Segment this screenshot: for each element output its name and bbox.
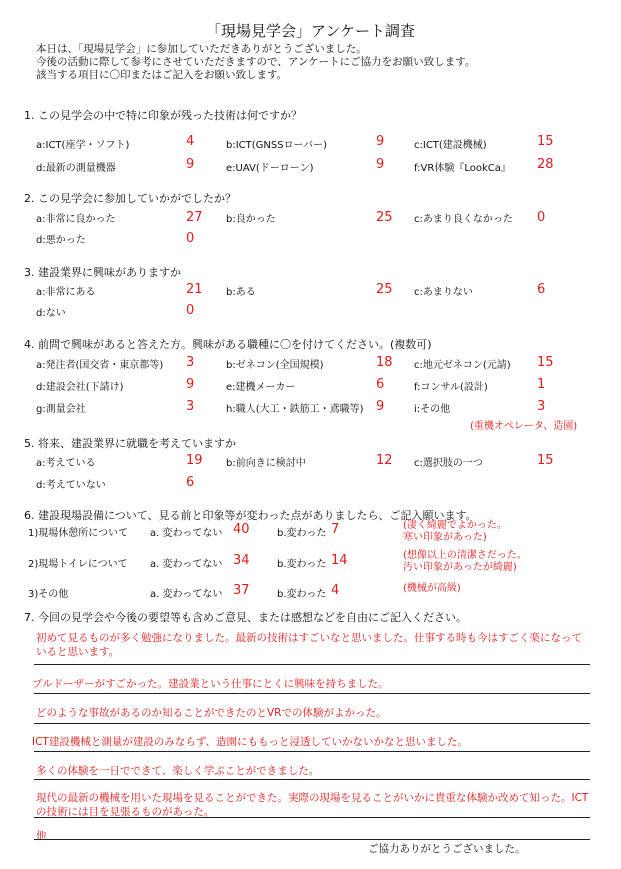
thanks-message: ご協力ありがとうございました。 bbox=[368, 843, 526, 855]
q1-option-e: e:UAV(ドーローン) bbox=[226, 163, 314, 174]
comment-7: 他 bbox=[36, 830, 47, 842]
question-1: 1. この見学会の中で特に印象が残った技術は何ですか？ bbox=[24, 109, 302, 122]
comment-2: ブルドーザーがすごかった。建設業という仕事にとくに興味を持ちました。 bbox=[32, 678, 389, 690]
q4-count-c: 15 bbox=[537, 355, 554, 370]
q6-rest-area-unchanged-count: 40 bbox=[233, 522, 250, 537]
q6-other-changed: b.変わった bbox=[277, 589, 327, 600]
comment-4: ICT建設機械と測量が建設のみならず、造園にももっと浸透していかないかなと思いました。 bbox=[32, 736, 469, 748]
intro-text: 本日は、「現場見学会」に参加していただきありがとうございました。 今後の活動に際して参考にさせていただきますので、アンケートにご協力をお願い致します。 該当する項目に〇印またはご記入をお願い致します。 bbox=[36, 43, 476, 81]
q4-option-e: e:建機メーカー bbox=[226, 382, 296, 393]
q2-option-b: b:良かった bbox=[226, 214, 276, 225]
comment-line bbox=[34, 779, 590, 780]
q4-count-e: 6 bbox=[376, 377, 385, 392]
q3-count-a: 21 bbox=[186, 282, 203, 297]
q3-count-c: 6 bbox=[537, 282, 546, 297]
q1-option-d: d:最新の測量機器 bbox=[36, 163, 116, 174]
q6-item-toilet: 2)現場トイレについて bbox=[28, 559, 128, 570]
q2-option-d: d:悪かった bbox=[36, 235, 86, 246]
q4-other-note: (重機オペレータ、造園) bbox=[470, 421, 578, 432]
question-4: 4. 前問で興味があると答えた方。興味がある職種に〇を付けてください。(複数可) bbox=[24, 338, 432, 351]
comment-line bbox=[34, 664, 590, 665]
q2-count-a: 27 bbox=[186, 210, 203, 225]
q6-rest-area-changed-count: 7 bbox=[331, 522, 340, 537]
q3-option-d: d:ない bbox=[36, 308, 66, 319]
q2-count-d: 0 bbox=[186, 231, 195, 246]
q6-other-unchanged: a. 変わってない bbox=[150, 589, 223, 600]
q6-other-changed-count: 4 bbox=[331, 583, 340, 598]
comment-1: 初めて見るものが多く勉強になりました。最新の技術はすごいなと思いました。仕事する時も今はすごく楽になっていると思います。 bbox=[36, 632, 582, 658]
q2-count-b: 25 bbox=[376, 210, 393, 225]
q4-count-d: 9 bbox=[186, 377, 195, 392]
survey-title: 「現場見学会」アンケート調査 bbox=[205, 22, 416, 40]
q5-count-d: 6 bbox=[186, 475, 195, 490]
q2-count-c: 0 bbox=[537, 210, 546, 225]
q1-option-c: c:ICT(建設機械) bbox=[414, 140, 487, 151]
comment-line bbox=[34, 817, 590, 818]
q6-item-rest-area: 1)現場休憩所について bbox=[28, 528, 129, 539]
q6-item-other: 3)その他 bbox=[28, 589, 69, 600]
comment-line bbox=[34, 751, 590, 752]
comment-line bbox=[34, 723, 590, 724]
q3-option-b: b:ある bbox=[226, 287, 256, 298]
question-7: 7. 今回の見学会や今後の要望等も含めご意見、または感想などを自由にご記入ください。 bbox=[24, 611, 467, 624]
q1-count-e: 9 bbox=[376, 157, 385, 172]
q2-option-a: a:非常に良かった bbox=[36, 214, 116, 225]
q5-option-d: d:考えていない bbox=[36, 480, 106, 491]
question-5: 5. 将来、建設業界に就職を考えていますか bbox=[24, 437, 236, 450]
comment-line bbox=[34, 693, 590, 694]
q4-option-b: b:ゼネコン(全国規模) bbox=[226, 360, 324, 371]
question-3: 3. 建設業界に興味がありますか bbox=[24, 266, 181, 279]
q3-count-b: 25 bbox=[376, 282, 393, 297]
q6-toilet-changed: b.変わった bbox=[277, 559, 327, 570]
q6-rest-area-note: (凄く綺麗でよかった。 寒い印象があった) bbox=[403, 520, 507, 543]
q6-toilet-unchanged: a. 変わってない bbox=[150, 559, 223, 570]
q1-option-b: b:ICT(GNSSローバー) bbox=[226, 140, 327, 151]
q2-option-c: c:あまり良くなかった bbox=[414, 214, 513, 225]
q1-count-c: 15 bbox=[537, 134, 554, 149]
q1-option-a: a:ICT(座学・ソフト) bbox=[36, 140, 130, 151]
q4-option-d: d:建設会社(下請け) bbox=[36, 382, 124, 393]
question-6: 6. 建設現場設備について、見る前と印象等が変わった点がありましたら、ご記入願います。 bbox=[24, 509, 477, 522]
q5-option-b: b:前向きに検討中 bbox=[226, 458, 306, 469]
question-2: 2. この見学会に参加していかがでしたか？ bbox=[24, 192, 236, 205]
q4-option-i: i:その他 bbox=[414, 404, 451, 415]
q4-count-a: 3 bbox=[186, 355, 195, 370]
q4-count-b: 18 bbox=[376, 355, 393, 370]
q6-toilet-changed-count: 14 bbox=[331, 553, 348, 568]
q6-toilet-note: (想像以上の清潔さだった。 汚い印象があったが綺麗) bbox=[403, 550, 527, 573]
q4-count-g: 3 bbox=[186, 399, 195, 414]
comment-6: 現代の最新の機械を用いた現場を見ることができた。実際の現場を見ることがいかに貴重な体験か改めて知った。ICTの技術には目を見張るものがあった。 bbox=[36, 792, 589, 818]
q6-other-unchanged-count: 37 bbox=[233, 583, 250, 598]
q5-option-c: c:選択肢の一つ bbox=[414, 458, 483, 469]
q4-option-g: g:測量会社 bbox=[36, 404, 86, 415]
comment-5: 多くの体験を一日でできて、楽しく学ぶことができました。 bbox=[36, 765, 320, 777]
q4-option-c: c:地元ゼネコン(元請) bbox=[414, 360, 511, 371]
q5-count-c: 15 bbox=[537, 453, 554, 468]
q4-count-i: 3 bbox=[537, 399, 546, 414]
q1-count-f: 28 bbox=[537, 157, 554, 172]
q3-count-d: 0 bbox=[186, 303, 195, 318]
q1-count-d: 9 bbox=[186, 157, 195, 172]
q1-option-f: f:VR体験『LookCa』 bbox=[414, 163, 511, 174]
q6-rest-area-changed: b.変わった bbox=[277, 528, 327, 539]
q1-count-b: 9 bbox=[376, 134, 385, 149]
q3-option-a: a:非常にある bbox=[36, 287, 96, 298]
comment-line bbox=[34, 839, 590, 840]
q4-option-f: f:コンサル(設計) bbox=[414, 382, 488, 393]
q6-rest-area-unchanged: a. 変わってない bbox=[150, 528, 223, 539]
comment-3: どのような事故があるのか知ることができたのとVRでの体験がよかった。 bbox=[36, 707, 387, 719]
q3-option-c: c:あまりない bbox=[414, 287, 473, 298]
q4-count-f: 1 bbox=[537, 377, 546, 392]
q4-count-h: 9 bbox=[376, 399, 385, 414]
q1-count-a: 4 bbox=[186, 134, 195, 149]
q6-toilet-unchanged-count: 34 bbox=[233, 553, 250, 568]
q4-option-a: a:発注者(国交省・東京都等) bbox=[36, 360, 164, 371]
q5-option-a: a:考えている bbox=[36, 458, 96, 469]
q5-count-a: 19 bbox=[186, 453, 203, 468]
q6-other-note: (機械が高級) bbox=[403, 583, 461, 594]
q4-option-h: h:職人(大工・鉄筋工・鳶職等) bbox=[226, 404, 364, 415]
q5-count-b: 12 bbox=[376, 453, 393, 468]
